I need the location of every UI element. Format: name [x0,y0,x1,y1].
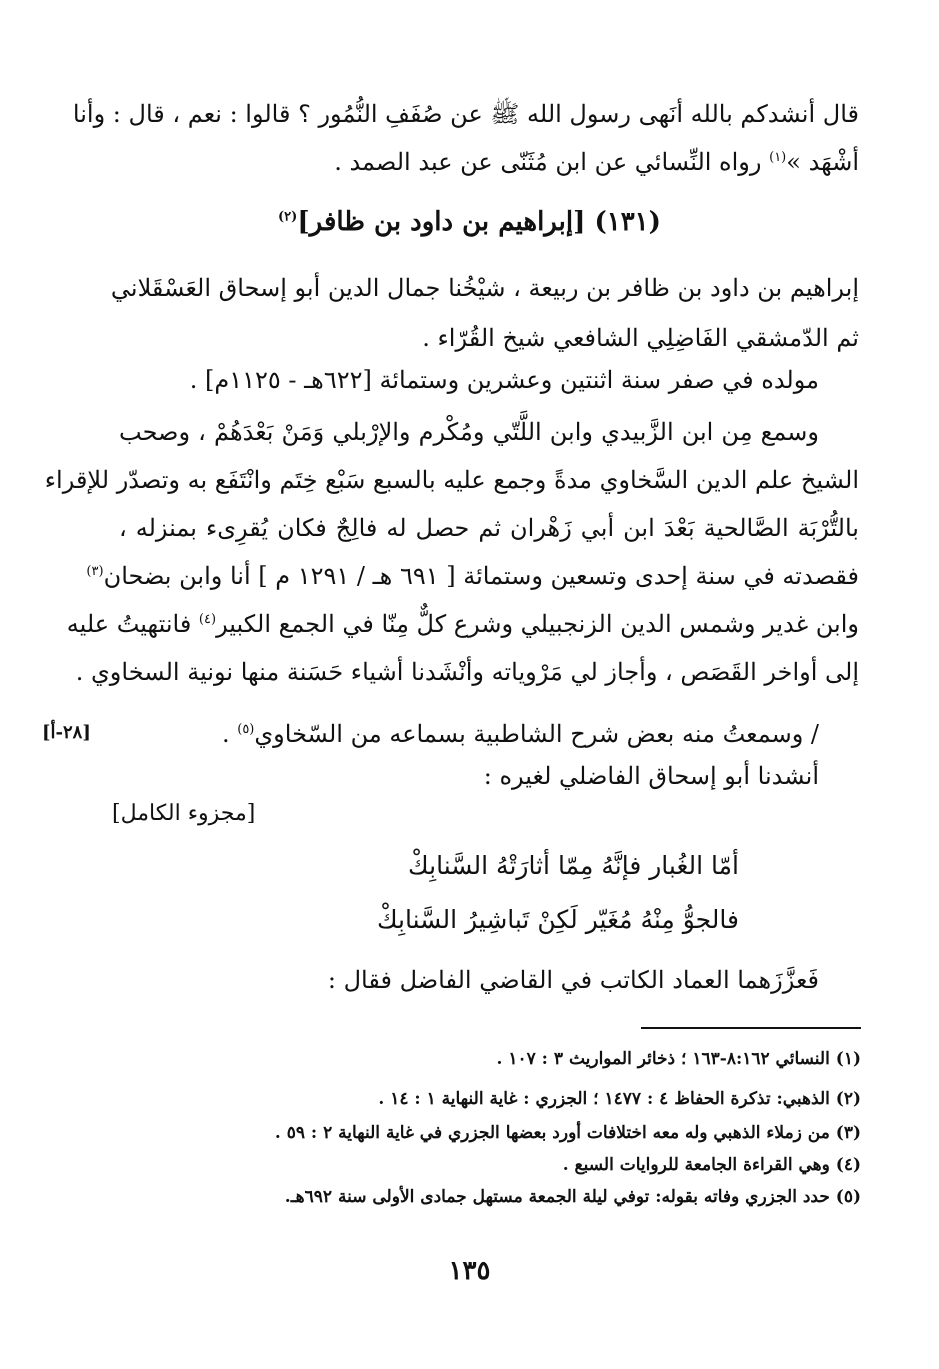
footnote-ref-2: (٢) [278,209,298,225]
poem-meter-label: [مجزوء الكامل] [112,801,256,826]
footnote-ref-1: (١) [769,150,787,165]
bio-line-8: وابن غدير وشمس الدين الزنجبيلي وشرع كلٌّ مِنّا في الجمع الكبير$^{(٤)}$ فانتهيتُ عليه [66,610,859,638]
bio-line-1: إبراهيم بن داود بن ظافر بن ربيعة ، شيْخُنا جمال الدين أبو إسحاق العَسْقَلاني [110,274,859,302]
poem-verse-2: فالجوُّ مِنْهُ مُغَيّر لَكِنْ تَباشِيرُ السَّنابِكْ [376,905,739,934]
manuscript-folio-ref: [٢٨-أ] [42,722,91,743]
after-line-2: أنشدنا أبو إسحاق الفاضلي لغيره : [483,762,819,790]
body-line-2: أشْهَد »$^{(١)}$ رواه النِّسائي عن ابن مُثَنّى عن عبد الصمد . [334,148,859,176]
body-line-1: قال أنشدكم بالله أنَهى رسول الله ﷺ عن صُفَفِ النُّمُور ؟ قالوا : نعم ، قال : وأنا [72,100,859,128]
footnote-4: (٤) وهي القراءة الجامعة للروايات السبع . [562,1155,861,1175]
footnote-ref-4: (٤) [198,612,217,627]
footnote-separator [641,1027,861,1029]
bio-line-4: وسمع مِن ابن الزَّبيدي وابن اللَّتّي ومُكْرم والإرْبلي وَمَنْ بَعْدَهُمْ ، وصحب [119,418,819,446]
page-number: ١٣٥ [448,1256,491,1286]
bio-line-5: الشيخ علم الدين السَّخاوي مدةً وجمع عليه بالسبع سَبْع خِتَم وانْتَفَع به وتصدّر للإقراء [44,466,859,494]
entry-heading: (١٣١) [إبراهيم بن داود بن ظافر]$^{(٢)}$ [278,207,661,237]
footnote-1: (١) النسائي ٨:١٦٢-١٦٣ ؛ ذخائر المواريث ٣ : ١٠٧ . [496,1049,861,1069]
bio-line-6: بالتُّرْبَة الصَّالحية بَعْدَ ابن أبي زَهْران ثم حصل له فالِجٌ فكان يُقرِىء بمنزله ، [119,514,859,542]
after-line-1: / وسمعتُ منه بعض شرح الشاطبية بسماعه من السّخاوي$^{(٥)}$ . [221,720,819,748]
poem-verse-1: أمّا الغُبار فإنَّهُ مِمّا أثارَتْهُ السَّنابِكْ [408,851,739,880]
bio-line-3: مولده في صفر سنة اثنتين وعشرين وستمائة [٦٢٢هـ - ١١٢٥م] . [189,366,819,394]
footnote-3: (٣) من زملاء الذهبي وله معه اختلافات أورد بعضها الجزري في غاية النهاية ٢ : ٥٩ . [274,1123,861,1143]
footnote-ref-5: (٥) [237,722,255,737]
footnote-5: (٥) حدد الجزري وفاته بقوله: توفي ليلة الجمعة مستهل جمادى الأولى سنة ٦٩٢هـ. [284,1187,861,1207]
bio-line-7: فقصدته في سنة إحدى وتسعين وستمائة [ ٦٩١ هـ / ١٢٩١ م ] أنا وابن بضحان$^{(٣)}$ [86,562,859,590]
bio-line-9: إلى أواخر القَصَص ، وأجاز لي مَرْوياته وأنْشَدنا أشياء حَسَنة منها نونية السخاوي . [75,658,859,686]
closing-line: فَعزَّزَهما العماد الكاتب في القاضي الفاضل فقال : [327,966,819,994]
footnote-ref-3: (٣) [86,564,104,579]
bio-line-2: ثم الدّمشقي الفَاضِلِي الشافعي شيخ القُرّاء . [422,324,859,352]
footnote-2: (٢) الذهبي: تذكرة الحفاظ ٤ : ١٤٧٧ ؛ الجزري : غاية النهاية ١ : ١٤ . [378,1089,861,1109]
